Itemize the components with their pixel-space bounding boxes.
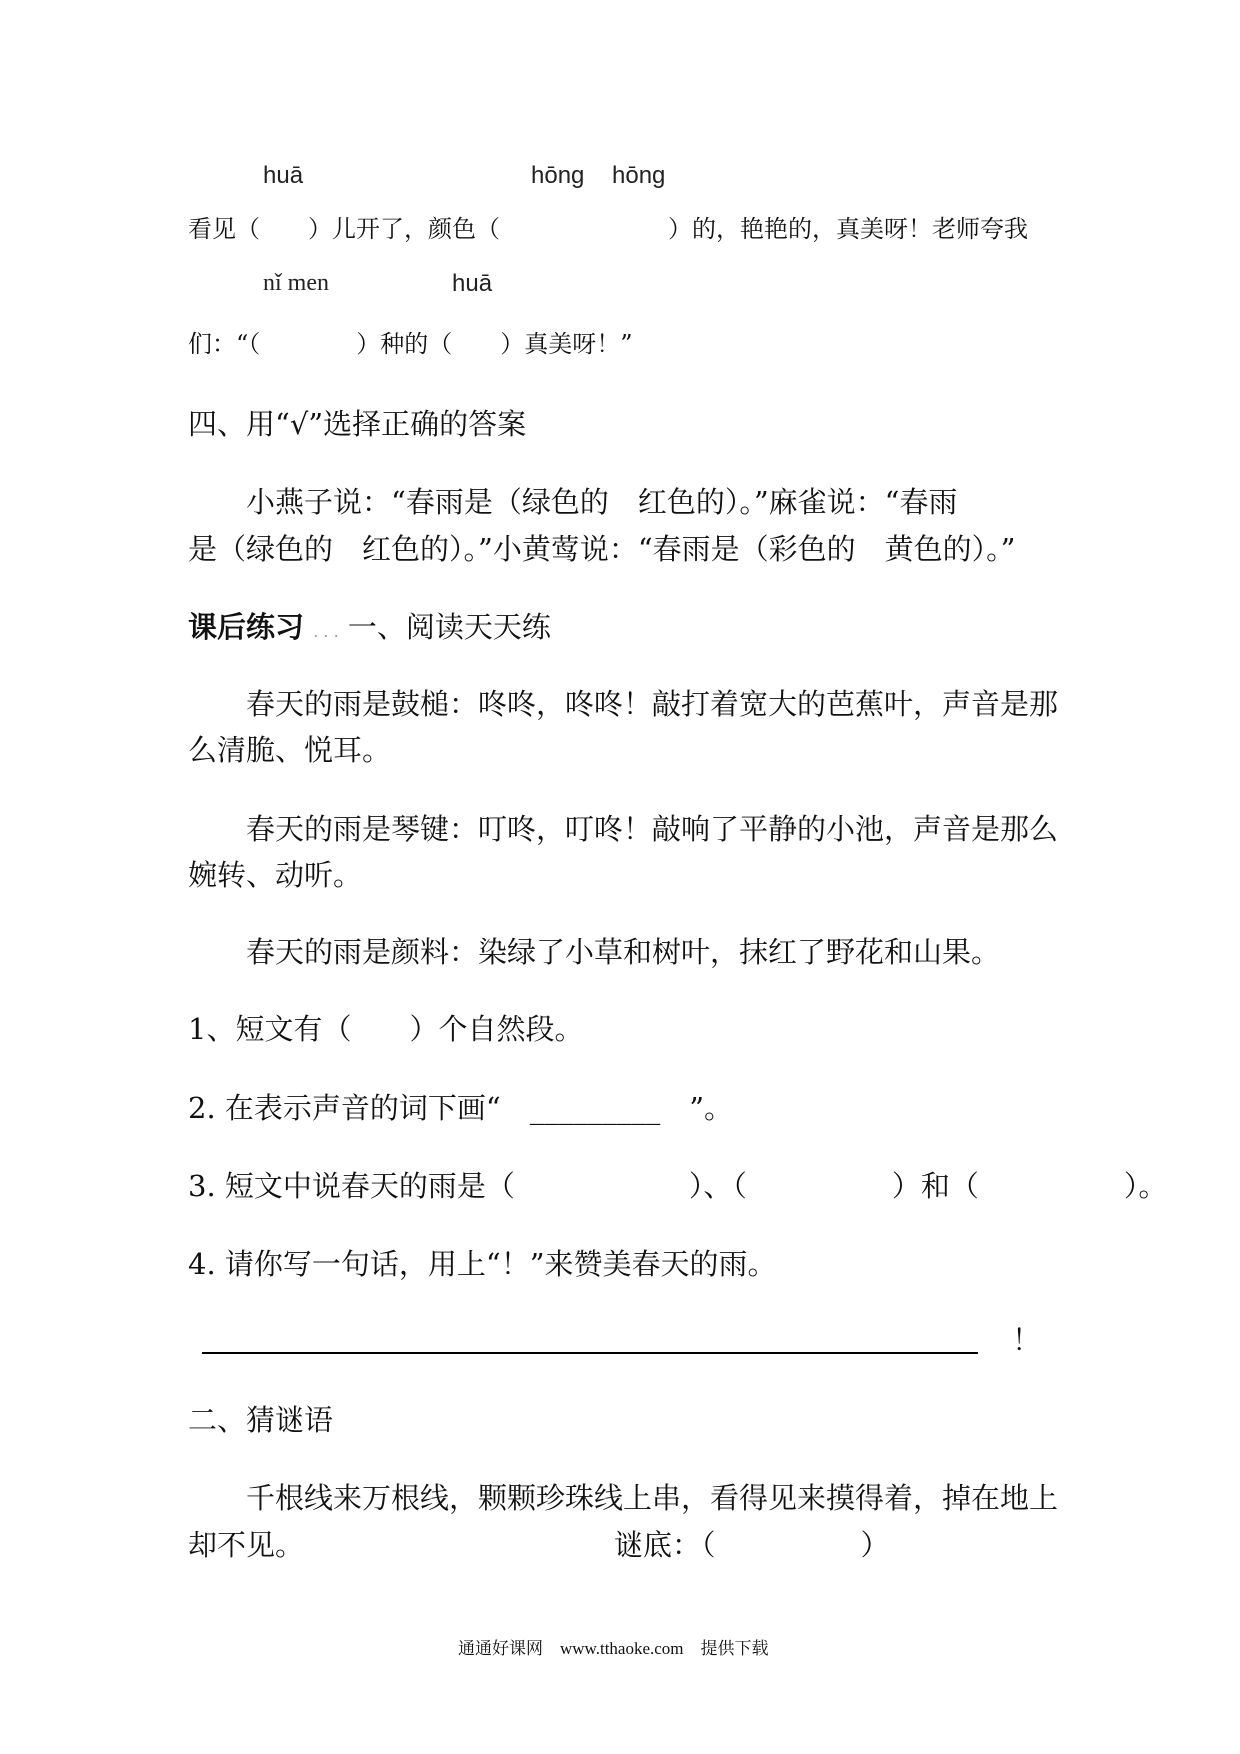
section-title: 二、猜谜语 bbox=[188, 1403, 334, 1437]
fill-sentence-line: 看见（ ）儿开了，颜色（ ）的，艳艳的，真美呀！老师夸我 bbox=[188, 215, 1028, 243]
riddle-line: 千根线来万根线，颗颗珍珠线上串，看得见来摸得着，掉在地上 bbox=[188, 1481, 1059, 1515]
question-4: 4. 请你写一句话，用上“！”来赞美春天的雨。 bbox=[188, 1247, 777, 1281]
pinyin-ni-men: nǐ men bbox=[263, 270, 329, 296]
passage-line: 婉转、动听。 bbox=[188, 858, 363, 892]
practice-dots: . . . bbox=[313, 622, 339, 641]
page-footer: 通通好课网 www.tthaoke.com 提供下载 bbox=[458, 1639, 769, 1658]
question-1: 1、短文有（ ）个自然段。 bbox=[188, 1012, 584, 1046]
question-line: 是（绿色的 红色的）。”小黄莺说：“春雨是（彩色的 黄色的）。” bbox=[188, 532, 1016, 566]
section-title: 一、阅读天天练 bbox=[347, 610, 551, 644]
passage-line: 春天的雨是颜料：染绿了小草和树叶，抹红了野花和山果。 bbox=[188, 935, 1001, 969]
riddle-answer: 谜底：（ ） bbox=[614, 1528, 890, 1562]
pinyin-hong: hōng bbox=[612, 162, 666, 189]
pinyin-hong: hōng bbox=[531, 162, 585, 189]
practice-heading bbox=[188, 605, 551, 646]
passage-line: 么清脆、悦耳。 bbox=[188, 733, 392, 767]
question-line: 小燕子说：“春雨是（绿色的 红色的）。”麻雀说：“春雨 bbox=[188, 485, 958, 519]
riddle-line: 却不见。 bbox=[188, 1528, 305, 1562]
answer-exclamation: ！ bbox=[1012, 1323, 1042, 1357]
practice-label: 课后练习 bbox=[188, 610, 305, 644]
section-title: 四、用“√”选择正确的答案 bbox=[188, 407, 527, 441]
pinyin-hua: huā bbox=[452, 270, 493, 297]
passage-line: 春天的雨是琴键：叮咚，叮咚！敲响了平静的小池，声音是那么 bbox=[188, 812, 1059, 846]
fill-sentence-line: 们：“（ ）种的（ ）真美呀！” bbox=[188, 330, 633, 358]
answer-line[interactable] bbox=[202, 1352, 978, 1354]
passage-line: 春天的雨是鼓槌：咚咚，咚咚！敲打着宽大的芭蕉叶，声音是那 bbox=[188, 687, 1059, 721]
question-2: 2. 在表示声音的词下画“ _________ ”。 bbox=[188, 1091, 734, 1125]
question-3: 3. 短文中说春天的雨是（ ）、（ ）和（ ）。 bbox=[188, 1169, 1168, 1203]
pinyin-hua: huā bbox=[263, 162, 304, 189]
